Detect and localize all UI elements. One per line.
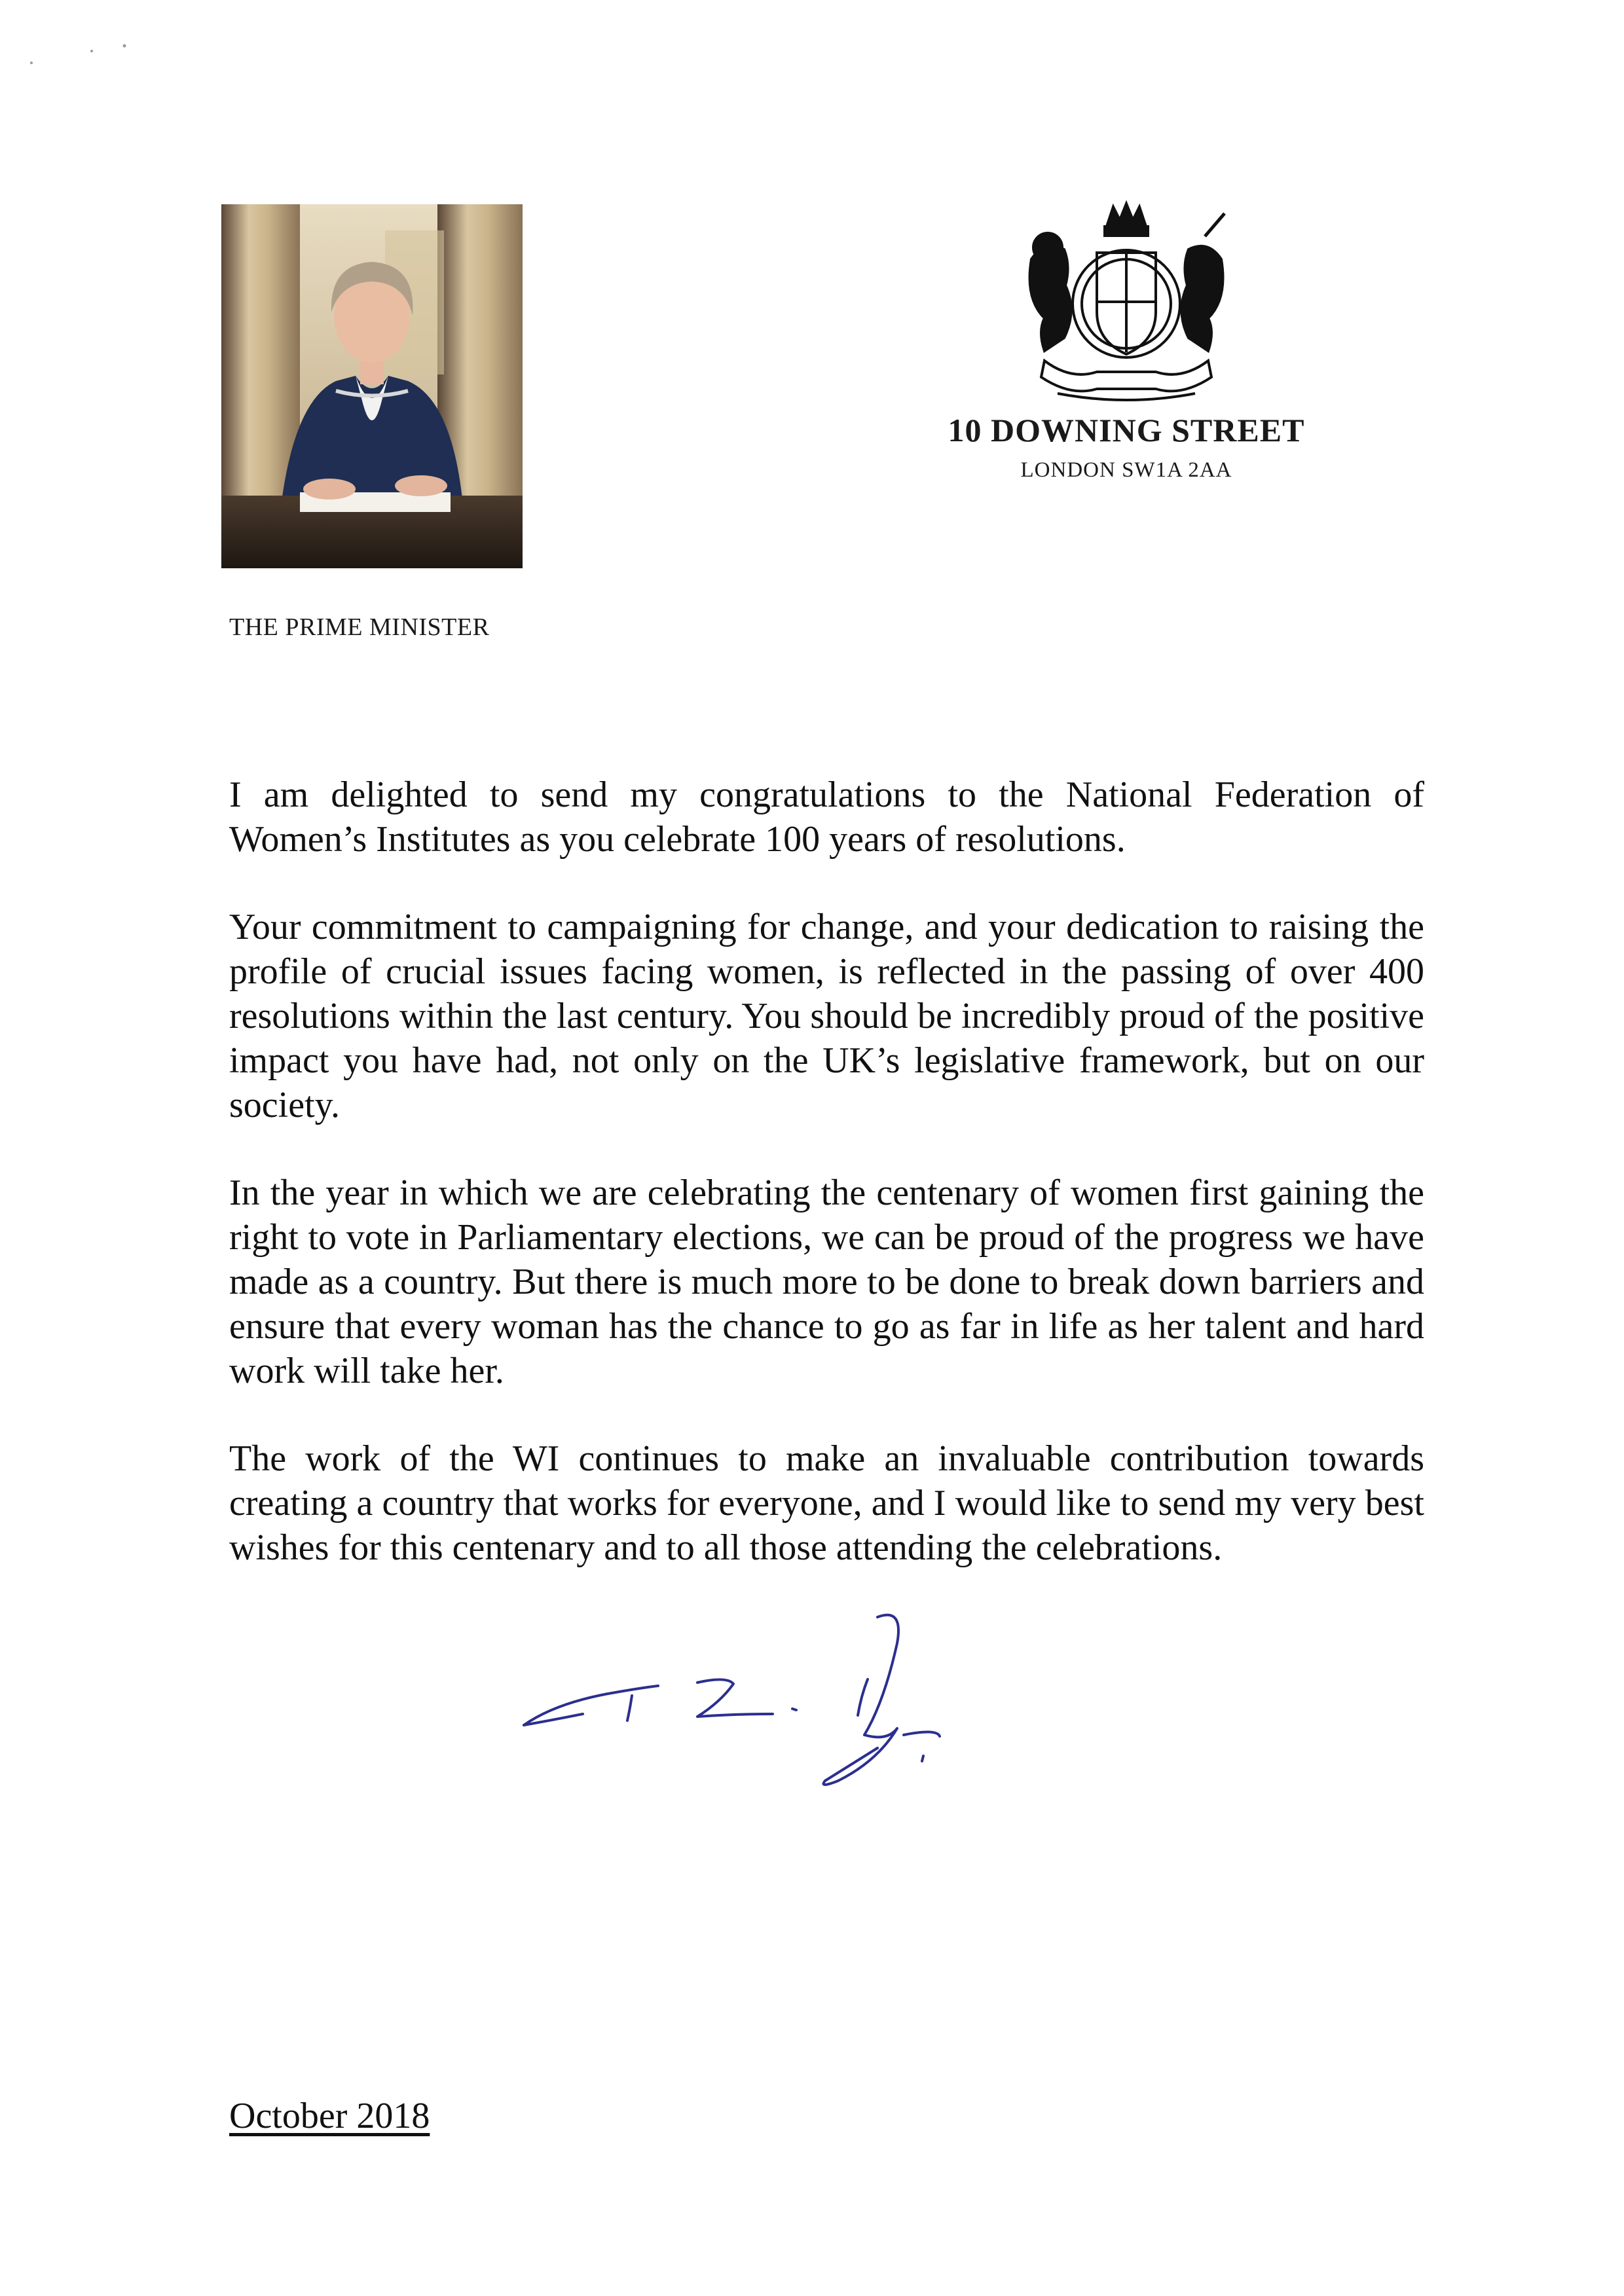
scan-specks: [0, 0, 170, 79]
address-line-2: LONDON SW1A 2AA: [1020, 458, 1232, 482]
paragraph: I am delighted to send my congratulations to the National Federation of Women’s Institutes as you celebrate 100 years of resolutions.: [229, 774, 1424, 860]
sender-title: THE PRIME MINISTER: [229, 613, 490, 641]
royal-coat-of-arms-icon: [1018, 200, 1234, 403]
letter-body: [229, 773, 1424, 1613]
handwritten-signature: [511, 1604, 1008, 1827]
paragraph: Your commitment to campaigning for change, and your dedication to raising the profile of crucial issues facing women, is reflected in the passing of over 400 resolutions within the last century. You should be incredibly proud of the positive impact you have had, not only on the UK’s legislative framework, but on our society.: [229, 907, 1424, 1125]
letter-date: October 2018: [229, 2096, 430, 2136]
paragraph: In the year in which we are celebrating the centenary of women first gaining the right to vote in Parliamentary elections, we can be proud of the progress we have made as a country. But there is much more to be done to break down barriers and ensure that every woman has the chance to go as far in life as her talent and hard work will take her.: [229, 1173, 1424, 1391]
paragraph: The work of the WI continues to make an invaluable contribution towards creating a country that works for everyone, and I would like to send my very best wishes for this centenary and to all those attending the celebrations.: [229, 1438, 1424, 1568]
portrait-photo: [221, 204, 523, 568]
address-line-1: 10 DOWNING STREET: [948, 412, 1305, 448]
